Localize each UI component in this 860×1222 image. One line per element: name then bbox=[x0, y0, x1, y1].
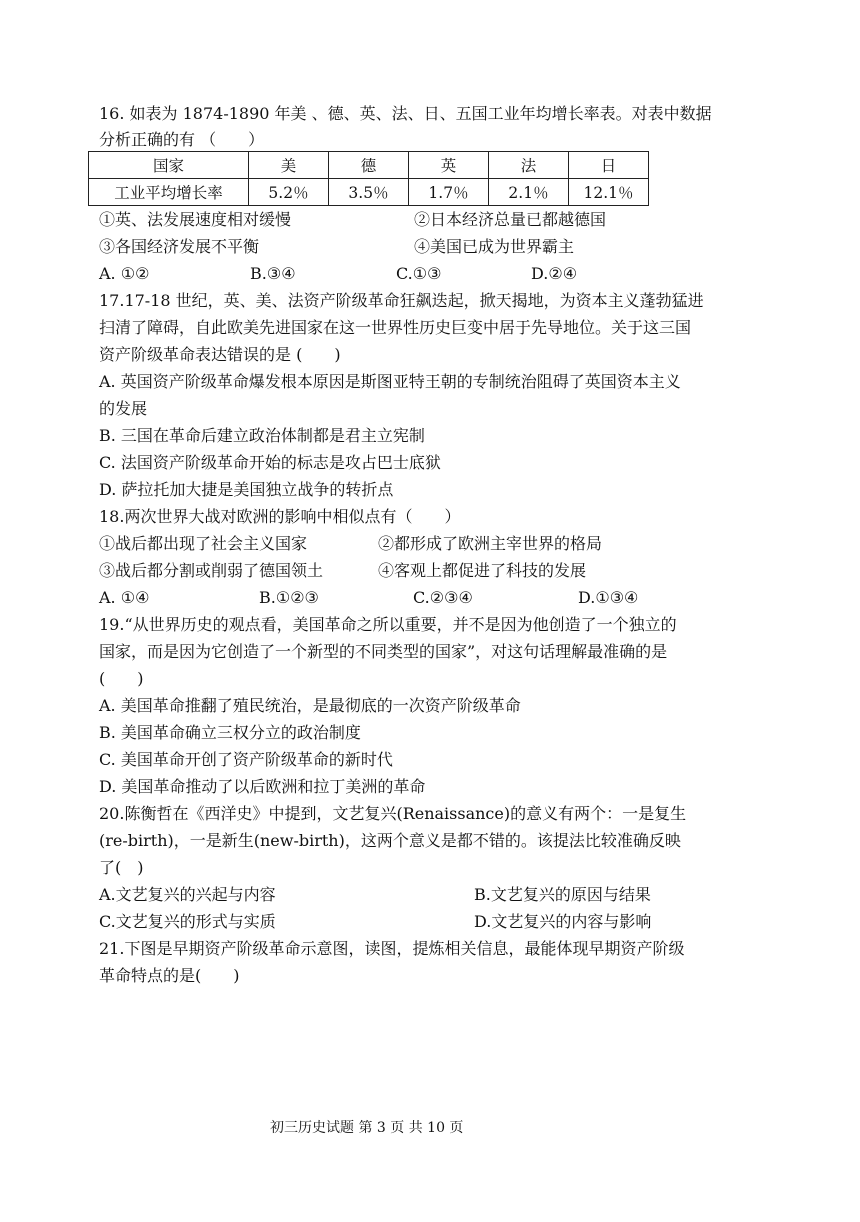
q19-stem-line-3: ( ) bbox=[99, 669, 144, 688]
q18-item-2: ②都形成了欧洲主宰世界的格局 bbox=[378, 534, 603, 553]
q16-stem-line-1: 16. 如表为 1874-1890 年美 、德、英、法、日、五国工业年均增长率表。对表中数据 bbox=[99, 104, 712, 123]
q18-option-a: A. ①④ bbox=[99, 588, 150, 607]
q20-stem-line-1: 20.陈衡哲在《西洋史》中提到，文艺复兴(Renaissance)的意义有两个：一是复生 bbox=[99, 804, 687, 823]
q17-stem-line-1: 17.17-18 世纪，英、美、法资产阶级革命狂飙迭起，掀天揭地，为资本主义蓬勃猛进 bbox=[99, 291, 704, 310]
growth-rate-table bbox=[88, 151, 649, 206]
table-header-cell: 德 bbox=[329, 152, 409, 179]
q20-option-d: D.文艺复兴的内容与影响 bbox=[474, 912, 652, 931]
table-row bbox=[89, 179, 649, 206]
q18-option-c: C.②③④ bbox=[413, 588, 473, 607]
table-header-cell: 美 bbox=[249, 152, 329, 179]
q18-item-3: ③战后都分割或削弱了德国领土 bbox=[99, 561, 324, 580]
q19-stem-line-2: 国家，而是因为它创造了一个新型的不同类型的国家”，对这句话理解最准确的是 bbox=[99, 642, 668, 661]
table-header-row bbox=[89, 152, 649, 179]
q17-option-c: C. 法国资产阶级革命开始的标志是攻占巴士底狱 bbox=[99, 453, 441, 472]
table-cell: 1.7％ bbox=[409, 179, 489, 206]
table-cell: 2.1％ bbox=[489, 179, 569, 206]
q19-option-c: C. 美国革命开创了资产阶级革命的新时代 bbox=[99, 750, 393, 769]
q18-item-4: ④客观上都促进了科技的发展 bbox=[378, 561, 587, 580]
q18-option-d: D.①③④ bbox=[578, 588, 639, 607]
q20-stem-line-2: (re-birth)，一是新生(new-birth)，这两个意义是都不错的。该提法比较准确反映 bbox=[99, 831, 681, 850]
q16-option-d: D.②④ bbox=[531, 264, 578, 283]
q16-item-1: ①英、法发展速度相对缓慢 bbox=[99, 210, 292, 229]
q16-item-3: ③各国经济发展不平衡 bbox=[99, 237, 260, 256]
q16-option-c: C.①③ bbox=[396, 264, 442, 283]
q17-option-d: D. 萨拉托加大捷是美国独立战争的转折点 bbox=[99, 480, 394, 499]
q17-option-a-cont: 的发展 bbox=[99, 399, 148, 418]
q21-stem-line-1: 21.下图是早期资产阶级革命示意图，读图，提炼相关信息，最能体现早期资产阶级 bbox=[99, 939, 685, 958]
table-cell: 3.5％ bbox=[329, 179, 409, 206]
q19-option-b: B. 美国革命确立三权分立的政治制度 bbox=[99, 723, 361, 742]
table-cell: 12.1％ bbox=[569, 179, 649, 206]
q20-option-b: B.文艺复兴的原因与结果 bbox=[474, 885, 651, 904]
q16-option-a: A. ①② bbox=[99, 264, 150, 283]
q20-option-a: A.文艺复兴的兴起与内容 bbox=[99, 885, 276, 904]
table-header-cell: 国家 bbox=[89, 152, 249, 179]
q20-stem-line-3: 了( ) bbox=[99, 858, 144, 877]
q18-stem: 18.两次世界大战对欧洲的影响中相似点有（ ） bbox=[99, 507, 461, 526]
q19-option-a: A. 美国革命推翻了殖民统治，是最彻底的一次资产阶级革命 bbox=[99, 696, 521, 715]
q18-item-1: ①战后都出现了社会主义国家 bbox=[99, 534, 308, 553]
q20-option-c: C.文艺复兴的形式与实质 bbox=[99, 912, 276, 931]
table-header-cell: 法 bbox=[489, 152, 569, 179]
q16-item-4: ④美国已成为世界霸主 bbox=[414, 237, 575, 256]
table-cell: 工业平均增长率 bbox=[89, 179, 249, 206]
q17-option-b: B. 三国在革命后建立政治体制都是君主立宪制 bbox=[99, 426, 425, 445]
table-header-cell: 英 bbox=[409, 152, 489, 179]
q17-stem-line-3: 资产阶级革命表达错误的是 ( ) bbox=[99, 345, 341, 364]
table-header-cell: 日 bbox=[569, 152, 649, 179]
q19-stem-line-1: 19.“从世界历史的观点看，美国革命之所以重要，并不是因为他创造了一个独立的 bbox=[99, 615, 677, 634]
q21-stem-line-2: 革命特点的是( ) bbox=[99, 966, 240, 985]
q16-item-2: ②日本经济总量已都越德国 bbox=[414, 210, 607, 229]
table-cell: 5.2％ bbox=[249, 179, 329, 206]
q19-option-d: D. 美国革命推动了以后欧洲和拉丁美洲的革命 bbox=[99, 777, 426, 796]
q16-stem-line-2: 分析正确的有 （ ） bbox=[99, 130, 265, 149]
q17-option-a: A. 英国资产阶级革命爆发根本原因是斯图亚特王朝的专制统治阻碍了英国资本主义 bbox=[99, 372, 681, 391]
page-footer: 初三历史试题 第 3 页 共 10 页 bbox=[270, 1120, 464, 1136]
q18-option-b: B.①②③ bbox=[259, 588, 319, 607]
q17-stem-line-2: 扫清了障碍，自此欧美先进国家在这一世界性历史巨变中居于先导地位。关于这三国 bbox=[99, 318, 692, 337]
q16-option-b: B.③④ bbox=[250, 264, 296, 283]
